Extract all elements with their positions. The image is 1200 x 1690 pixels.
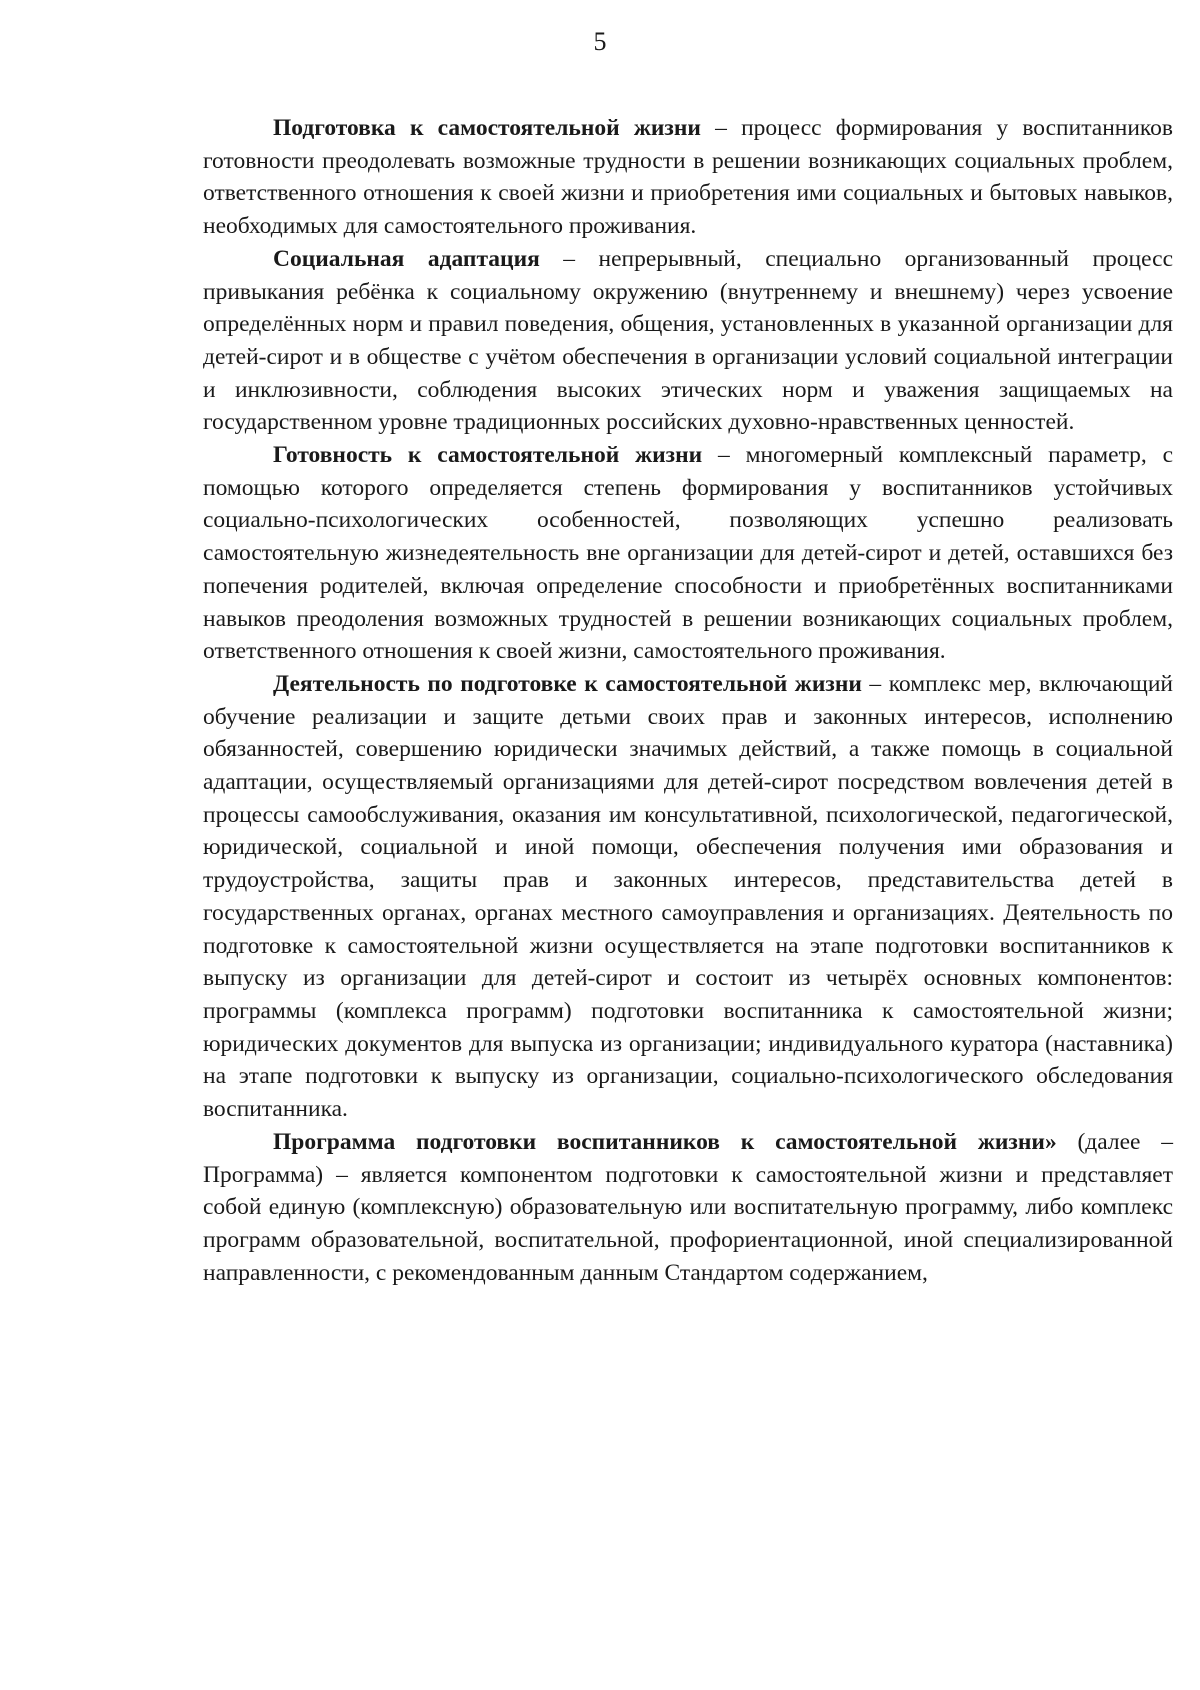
definition-paragraph [203, 668, 1173, 1126]
definition-paragraph [203, 1126, 1173, 1290]
definition-text: – процесс формирования у воспитанников готовности преодолевать возможные трудности в решении возникающих социальных проблем, ответственного отношения к своей жизни и приобретения ими социальных и бытовых навыков, необходимых для самостоятельного проживания. [203, 115, 1173, 240]
definition-term: Готовность к самостоятельной жизни [273, 442, 703, 469]
definition-paragraph [203, 243, 1173, 439]
definition-paragraph [203, 439, 1173, 668]
definition-term: Деятельность по подготовке к самостоятельной жизни [273, 670, 862, 697]
document-body [203, 112, 1173, 1289]
definition-text: – комплекс мер, включающий обучение реализации и защите детьми своих прав и законных интересов, исполнению обязанностей, совершению юридически значимых действий, а также помощь в социальной адаптации, осуществляемый организациями для детей-сирот посредством вовлечения детей в процессы самообслуживания, оказания им консультативной, психологической, педагогической, юридической, социальной и иной помощи, обеспечения получения ими образования и трудоустройства, защиты прав и законных интересов, представительства детей в государственных органах, органах местного самоуправления и организациях. Деятельность по подготовке к самостоятельной жизни осуществляется на этапе подготовки воспитанников к выпуску из организации для детей-сирот и состоит из четырёх основных компонентов: программы (комплекса программ) подготовки воспитанника к самостоятельной жизни; юридических документов для выпуска из организации; индивидуального куратора (наставника) на этапе подготовки к выпуску из организации, социально-психологического обследования воспитанника. [203, 670, 1173, 1123]
definition-term: Программа подготовки воспитанников к самостоятельной жизни» [273, 1128, 1057, 1155]
definition-term: Подготовка к самостоятельной жизни [273, 115, 701, 141]
definition-text: – непрерывный, специально организованный процесс привыкания ребёнка к социальному окружению (внутреннему и внешнему) через усвоение определённых норм и правил поведения, общения, установленных в указанной организации для детей-сирот и в обществе с учётом обеспечения в организации условий социальной интеграции и инклюзивности, соблюдения высоких этических норм и уважения защищаемых на государственном уровне традиционных российских духовно-нравственных ценностей. [203, 245, 1174, 436]
definition-text: – многомерный комплексный параметр, с помощью которого определяется степень формирования у воспитанников устойчивых социально-психологических особенностей, позволяющих успешно реализовать самостоятельную жизнедеятельность вне организации для детей-сирот и детей, оставшихся без попечения родителей, включая определение способности и приобретённых воспитанниками навыков преодоления возможных трудностей в решении возникающих социальных проблем, ответственного отношения к своей жизни, самостоятельного проживания. [203, 442, 1173, 665]
definition-paragraph [203, 112, 1173, 243]
page-number: 5 [593, 27, 607, 56]
definition-term: Социальная адаптация [273, 245, 540, 272]
definition-text: (далее – Программа) – является компонентом подготовки к самостоятельной жизни и представляет собой единую (комплексную) образовательную или воспитательную программу, либо комплекс программ образовательной, воспитательной, профориентационной, иной специализированной направленности, с рекомендованным данным Стандартом содержанием, [203, 1128, 1173, 1286]
